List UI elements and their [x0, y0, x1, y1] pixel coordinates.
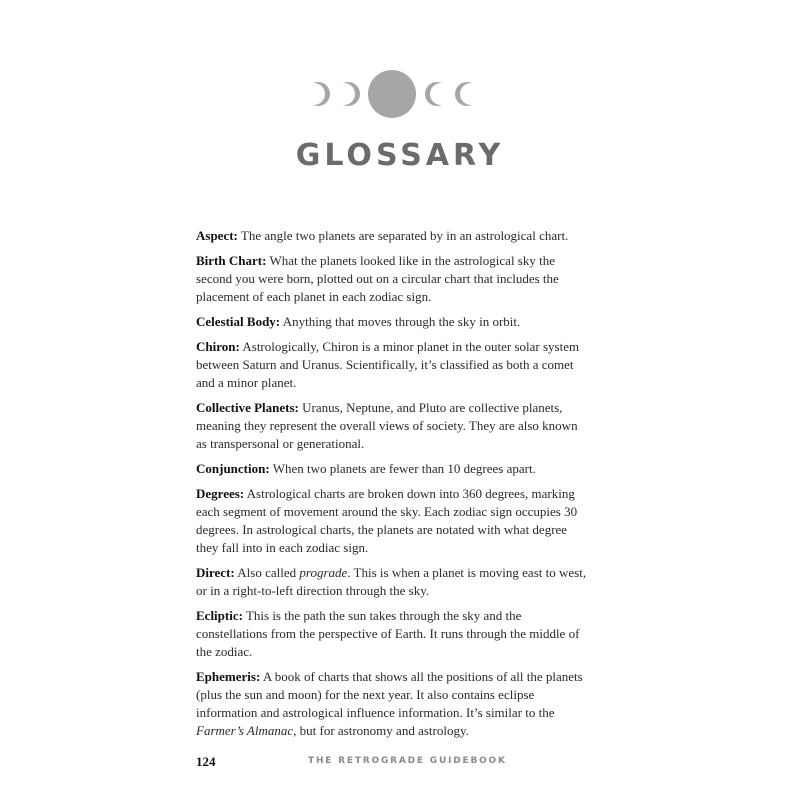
glossary-term: Conjunction: — [196, 461, 270, 476]
glossary-definition: A book of charts that shows all the positions of all the planets (plus the sun and moon) for the next year. It also contains eclipse information and astrological influence information. It’s similar to the — [196, 669, 583, 720]
crescent-moon-icon — [455, 82, 482, 106]
crescent-moon-icon — [333, 82, 360, 106]
glossary-entry-ephemeris — [196, 668, 588, 740]
glossary-term: Collective Planets: — [196, 400, 299, 415]
glossary-entry-ecliptic — [196, 607, 588, 661]
page-number: 124 — [196, 754, 216, 769]
glossary-list — [196, 227, 588, 747]
glossary-term: Birth Chart: — [196, 253, 267, 268]
glossary-definition: The angle two planets are separated by in an astrological chart. — [240, 228, 569, 243]
crescent-moon-icon — [303, 82, 330, 106]
glossary-entry-collective-planets — [196, 399, 588, 453]
glossary-definition-italic: Farmer’s Almanac — [196, 723, 294, 738]
glossary-definition: . This is when a planet is moving east to west, or in a right-to-left direction through the sky. — [196, 565, 587, 598]
glossary-definition: , but for astronomy and astrology. — [293, 723, 469, 738]
glossary-entry-direct — [196, 564, 588, 600]
glossary-term: Ecliptic: — [196, 608, 243, 623]
glossary-term: Degrees: — [196, 486, 245, 501]
glossary-term: Direct: — [196, 565, 235, 580]
glossary-term: Ephemeris: — [196, 669, 261, 684]
glossary-term: Celestial Body: — [196, 314, 281, 329]
glossary-definition: What the planets looked like in the astrological sky the second you were born, plotted out on a circular chart that includes the placement of each planet in each zodiac sign. — [196, 253, 559, 304]
glossary-definition: This is the path the sun takes through the sky and the constellations from the perspective of Earth. It runs through the middle of the zodiac. — [196, 608, 580, 659]
glossary-term: Chiron: — [196, 339, 240, 354]
glossary-entry-chiron — [196, 338, 588, 392]
page-footer — [196, 754, 588, 770]
moon-phases-ornament — [0, 66, 800, 126]
glossary-entry-conjunction — [196, 460, 588, 478]
glossary-definition-italic: prograde — [299, 565, 348, 580]
glossary-definition: When two planets are fewer than 10 degrees apart. — [272, 461, 536, 476]
glossary-definition: Astrologically, Chiron is a minor planet in the outer solar system between Saturn and Uranus. Scientifically, it’s classified as both a comet and a minor planet. — [196, 339, 580, 390]
page-title: GLOSSARY — [295, 138, 505, 173]
glossary-entry-degrees — [196, 485, 588, 557]
glossary-entry-celestial-body — [196, 313, 588, 331]
glossary-definition: Astrological charts are broken down into 360 degrees, marking each segment of movement around the sky. Each zodiac sign occupies 30 degrees. In astrological charts, the planets are notated with what degree they fall into in each zodiac sign. — [196, 486, 578, 555]
glossary-definition: Anything that moves through the sky in orbit. — [282, 314, 521, 329]
crescent-moon-icon — [425, 82, 452, 106]
glossary-entry-birth-chart — [196, 252, 588, 306]
running-head: THE RETROGRADE GUIDEBOOK — [308, 756, 507, 766]
full-moon-icon — [368, 70, 416, 118]
glossary-entry-aspect — [196, 227, 588, 245]
glossary-definition: Also called — [237, 565, 297, 580]
glossary-term: Aspect: — [196, 228, 238, 243]
glossary-definition: Uranus, Neptune, and Pluto are collective planets, meaning they represent the overall views of society. They are also known as transpersonal or generational. — [196, 400, 578, 451]
